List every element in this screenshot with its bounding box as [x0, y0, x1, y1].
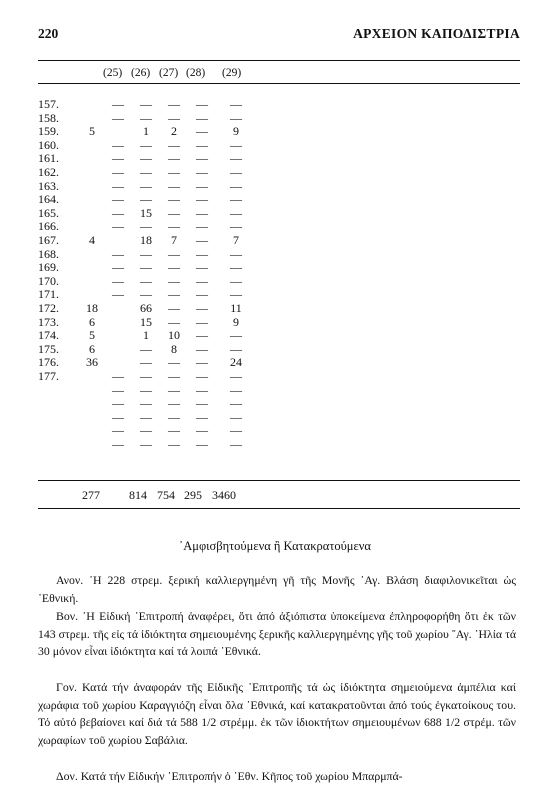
- row-number: 172.: [38, 301, 59, 315]
- totals-top-rule: [38, 480, 520, 481]
- total-value: 814: [129, 488, 147, 502]
- table-cell: —: [140, 151, 152, 166]
- table-cell: —: [196, 355, 208, 370]
- table-cell: —: [168, 437, 180, 451]
- table-cell: —: [140, 246, 152, 261]
- table-cell: —: [168, 219, 180, 234]
- page-number: 220: [38, 26, 59, 41]
- paragraph-b: [38, 608, 516, 661]
- table-cell: —: [168, 355, 180, 370]
- table-cell: —: [196, 369, 208, 383]
- column-header: (26): [131, 67, 151, 79]
- table-cell: —: [230, 110, 242, 125]
- table-cell: —: [196, 110, 208, 125]
- table-cell: —: [112, 219, 124, 234]
- table-cell: 1: [143, 124, 149, 139]
- table-cell: —: [112, 382, 124, 397]
- table-cell: —: [230, 423, 242, 438]
- table-cell: —: [112, 205, 124, 220]
- table-cell: —: [112, 273, 124, 288]
- table-cell: —: [230, 97, 242, 111]
- table-cell: —: [168, 382, 180, 397]
- row-number: 166.: [38, 219, 59, 234]
- table-cell: —: [140, 409, 152, 424]
- table-cell: —: [168, 301, 180, 315]
- table-cell: —: [168, 110, 180, 125]
- table-cell: —: [196, 260, 208, 275]
- table-cell: —: [168, 423, 180, 438]
- row-number: 169.: [38, 260, 59, 275]
- table-cell: —: [230, 273, 242, 288]
- table-cell: —: [140, 178, 152, 193]
- column-header: (28): [186, 67, 206, 79]
- row-number: 168.: [38, 246, 59, 261]
- page-header: [38, 26, 520, 44]
- table-cell: —: [230, 341, 242, 356]
- table-cell: —: [230, 219, 242, 234]
- table-cell: —: [140, 192, 152, 207]
- table-cell: —: [112, 151, 124, 166]
- table-cell: 5: [89, 124, 95, 139]
- table-cell: 9: [233, 314, 239, 329]
- table-cell: —: [230, 382, 242, 397]
- table-cell: 24: [230, 355, 242, 370]
- table-cell: —: [168, 273, 180, 288]
- table-cell: —: [112, 260, 124, 275]
- table-cell: —: [112, 396, 124, 411]
- section-title: ᾿Αμφισβητούμενα ἢ Κατακρατούμενα: [179, 539, 371, 553]
- table-cell: —: [196, 287, 208, 302]
- table-cell: —: [168, 287, 180, 302]
- table-cell: —: [196, 396, 208, 411]
- total-value: 3460: [212, 488, 236, 502]
- table-cell: 8: [171, 341, 177, 356]
- table-cell: —: [196, 124, 208, 139]
- row-number: 177.: [38, 369, 59, 383]
- row-number: 162.: [38, 165, 59, 179]
- row-number: 171.: [38, 287, 59, 302]
- paragraph-text: Ανον. ῾Η 228 στρεμ. ξερική καλλιεργημένη γῆ τῆς Μονῆς ᾿Αγ. Βλάση διαφιλονικεῖται ὡς ᾿Εθνική.: [38, 573, 516, 605]
- table-cell: —: [196, 165, 208, 179]
- paragraph-text: Βον. ῾Η Εἰδική ᾿Επιτροπή ἀναφέρει, ὅτι ἀπό ἀξιόπιστα ὑποκείμενα ἐπληροφορήθη ὅτι ἐκ τῶν 143 στρεμ. τῆς εἰς τά ἰδιόκτητα σημειουμένης ξερικῆς καλλιεργημένης γῆς τοῦ χωρίου ῎Αγ. ᾿Ηλία τά 30 μόνον εἶναι ἰδιόκτητα καί τά λοιπά ᾿Εθνικά.: [38, 609, 516, 659]
- table-cell: —: [140, 396, 152, 411]
- table-cell: —: [140, 369, 152, 383]
- table-cell: —: [196, 314, 208, 329]
- table-cell: —: [168, 205, 180, 220]
- table-cell: —: [230, 437, 242, 451]
- table-cell: —: [196, 301, 208, 315]
- table-cell: —: [196, 219, 208, 234]
- table-cell: 15: [140, 205, 152, 220]
- table-cell: —: [140, 382, 152, 397]
- row-number: 174.: [38, 328, 59, 343]
- column-header: (27): [159, 67, 179, 79]
- row-number: 167.: [38, 233, 59, 247]
- table-cell: 9: [233, 124, 239, 139]
- table-cell: —: [112, 178, 124, 193]
- table-cell: —: [230, 151, 242, 166]
- row-number: 170.: [38, 273, 59, 288]
- row-number: 175.: [38, 341, 59, 356]
- table-top-rule: [38, 60, 520, 61]
- table-cell: 1: [143, 328, 149, 343]
- table-cell: —: [196, 341, 208, 356]
- table-cell: —: [168, 97, 180, 111]
- table-cell: —: [140, 355, 152, 370]
- table-cell: —: [140, 423, 152, 438]
- table-cell: —: [112, 165, 124, 179]
- table-cell: —: [196, 382, 208, 397]
- row-number: 163.: [38, 178, 59, 193]
- paragraph-text: Γον. Κατά τήν ἀναφοράν τῆς Εἰδικῆς ᾿Επιτροπῆς τά ὡς ἰδιόκτητα σημειούμενα ἀμπέλια καί χωράφια τοῦ χωρίου Καραγγιόζη εἶναι ὅλα ᾿Εθνικά, καί κατακρατοῦνται ἀπό τούς ἐγκατοίκους του. Τό αὐτό βεβαίονει καί διά τά 588 1/2 στρέμμ. ἐκ τῶν ἰδιοκτήτων σημειουμένων 688 1/2 στρέμ. τῶν χωραφίων τοῦ χωρίου Σαβάλια.: [38, 680, 516, 747]
- table-cell: —: [112, 110, 124, 125]
- table-cell: —: [140, 341, 152, 356]
- paragraph-c: [38, 679, 516, 749]
- table-header-rule: [38, 83, 520, 84]
- table-cell: 7: [233, 233, 239, 247]
- table-cell: —: [168, 396, 180, 411]
- row-number: 160.: [38, 137, 59, 152]
- table-cell: —: [112, 369, 124, 383]
- row-number: 159.: [38, 124, 59, 139]
- table-cell: —: [230, 409, 242, 424]
- totals-bottom-rule: [38, 508, 520, 509]
- table-cell: —: [168, 165, 180, 179]
- table-cell: —: [230, 205, 242, 220]
- table-cell: 18: [140, 233, 152, 247]
- table-cell: —: [112, 437, 124, 451]
- total-value: 754: [157, 488, 175, 502]
- table-cell: —: [140, 260, 152, 275]
- table-cell: —: [168, 246, 180, 261]
- paragraph-text: Δον. Κατά τήν Εἰδικήν ᾿Επιτροπήν ὁ ᾿Εθν. Κῆπος τοῦ χωρίου Μπαρμπά-: [56, 769, 403, 783]
- table-cell: 7: [171, 233, 177, 247]
- table-cell: 18: [86, 301, 98, 315]
- table-cell: 6: [89, 341, 95, 356]
- row-number: 157.: [38, 97, 59, 111]
- table-cell: 36: [86, 355, 98, 370]
- table-cell: —: [112, 409, 124, 424]
- table-cell: —: [112, 287, 124, 302]
- table-cell: 5: [89, 328, 95, 343]
- table-cell: —: [112, 192, 124, 207]
- table-cell: —: [168, 137, 180, 152]
- paragraph-d: [38, 768, 516, 786]
- table-cell: 11: [230, 301, 242, 315]
- table-cell: —: [230, 246, 242, 261]
- table-cell: —: [140, 97, 152, 111]
- table-cell: —: [196, 137, 208, 152]
- table-cell: —: [230, 192, 242, 207]
- table-cell: —: [168, 409, 180, 424]
- row-number: 164.: [38, 192, 59, 207]
- table-cell: —: [196, 205, 208, 220]
- table-cell: —: [112, 423, 124, 438]
- table-cell: —: [196, 178, 208, 193]
- table-cell: —: [140, 273, 152, 288]
- table-cell: —: [112, 97, 124, 111]
- table-cell: —: [196, 409, 208, 424]
- row-number: 176.: [38, 355, 59, 370]
- table-cell: —: [230, 369, 242, 383]
- table-cell: —: [196, 151, 208, 166]
- table-cell: —: [140, 287, 152, 302]
- table-cell: —: [196, 328, 208, 343]
- table-cell: —: [196, 246, 208, 261]
- table-cell: —: [140, 165, 152, 179]
- table-cell: —: [168, 178, 180, 193]
- table-cell: —: [140, 437, 152, 451]
- table-cell: —: [196, 423, 208, 438]
- column-header: (25): [103, 67, 123, 79]
- table-cell: —: [196, 192, 208, 207]
- table-cell: —: [168, 260, 180, 275]
- table-cell: —: [230, 396, 242, 411]
- table-cell: —: [112, 137, 124, 152]
- table-cell: —: [230, 178, 242, 193]
- table-cell: —: [196, 437, 208, 451]
- table-cell: —: [196, 233, 208, 247]
- table-cell: 10: [168, 328, 180, 343]
- running-title: ΑΡΧΕΙΟΝ ΚΑΠΟΔΙΣΤΡΙΑ: [353, 26, 520, 41]
- table-cell: 4: [89, 233, 95, 247]
- table-cell: —: [140, 219, 152, 234]
- total-value: 295: [184, 488, 202, 502]
- table-cell: —: [168, 369, 180, 383]
- table-cell: —: [168, 314, 180, 329]
- table-cell: —: [168, 151, 180, 166]
- table-cell: —: [196, 97, 208, 111]
- row-number: 165.: [38, 205, 59, 220]
- table-cell: —: [230, 287, 242, 302]
- table-cell: 6: [89, 314, 95, 329]
- row-number: 161.: [38, 151, 59, 166]
- table-cell: —: [112, 246, 124, 261]
- table-cell: —: [140, 137, 152, 152]
- table-cell: —: [230, 260, 242, 275]
- table-cell: —: [168, 192, 180, 207]
- table-cell: —: [140, 110, 152, 125]
- table-cell: 15: [140, 314, 152, 329]
- table-cell: 2: [171, 124, 177, 139]
- table-cell: —: [230, 328, 242, 343]
- total-value: 277: [82, 488, 100, 502]
- table-cell: —: [230, 165, 242, 179]
- table-cell: —: [230, 137, 242, 152]
- table-cell: 66: [140, 301, 152, 315]
- table-cell: —: [196, 273, 208, 288]
- row-number: 158.: [38, 110, 59, 125]
- paragraph-a: [38, 572, 516, 607]
- row-number: 173.: [38, 314, 59, 329]
- column-header: (29): [222, 67, 242, 79]
